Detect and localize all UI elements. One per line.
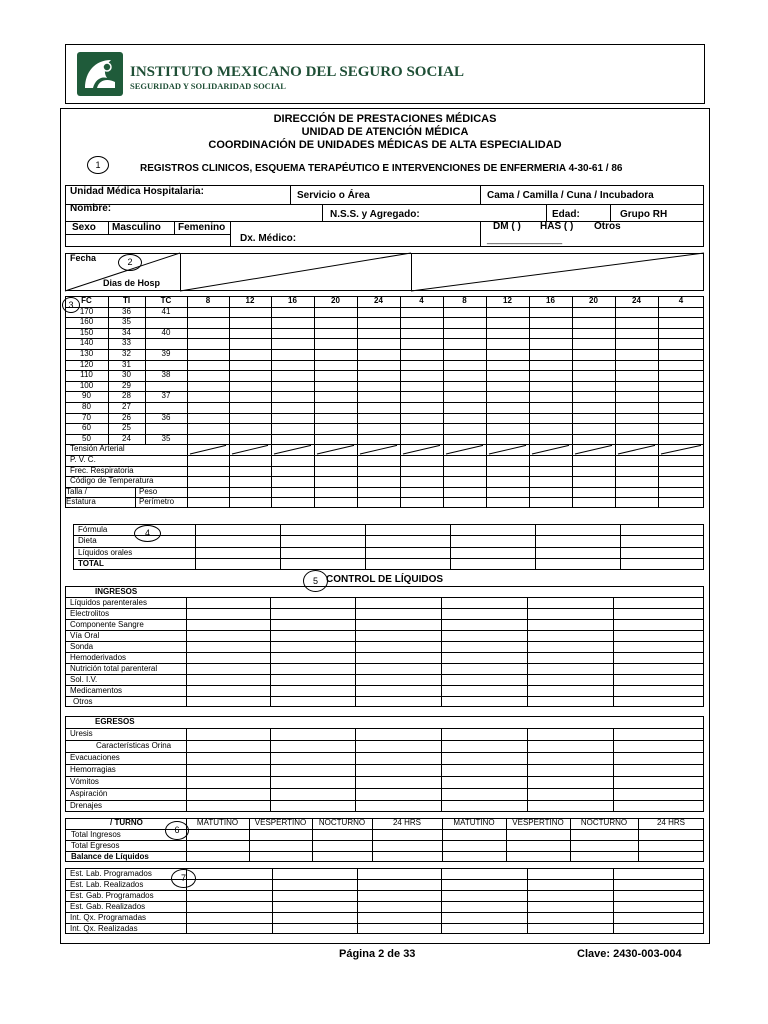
- diet-row-label: Dieta: [78, 536, 97, 546]
- vitals-scale-value: 100: [79, 380, 94, 390]
- vitals-header-cell: 20: [589, 296, 598, 305]
- table-row-label: Int. Qx. Realizadas: [70, 923, 138, 933]
- field-masculino-label: Masculino: [112, 222, 161, 233]
- turno-column-header: VESPERTINO: [512, 818, 564, 827]
- table-row-label: Medicamentos: [70, 685, 123, 695]
- vitals-header-cell: 16: [288, 296, 297, 305]
- table-row-label: Uresis: [70, 728, 93, 738]
- form-clave: Clave: 2430-003-004: [577, 948, 682, 960]
- table-row-label: Líquidos parenterales: [70, 597, 147, 607]
- tension-diagonal: [274, 445, 311, 454]
- marker-3: 3: [62, 297, 80, 313]
- vitals-extra-label: Tensión Arterial: [70, 444, 125, 454]
- fecha-label: Fecha: [70, 253, 97, 263]
- vitals-extra-label: Frec. Respiratoria: [70, 465, 134, 475]
- vitals-scale-value: 41: [161, 306, 171, 316]
- vitals-scale-value: 70: [82, 412, 91, 422]
- vitals-scale-value: 120: [79, 359, 94, 369]
- diet-row-label: Líquidos orales: [78, 547, 133, 557]
- table-row-label: Sol. I.V.: [70, 674, 98, 684]
- tension-diagonal: [446, 445, 483, 454]
- dias-hosp-label: Dias de Hosp: [103, 278, 161, 288]
- diet-row-label: Fórmula: [78, 525, 108, 534]
- tension-diagonal: [232, 445, 268, 454]
- diet-row-label: TOTAL: [78, 559, 104, 569]
- vitals-scale-value: 90: [82, 391, 91, 401]
- vitals-scale-value: 32: [122, 349, 131, 358]
- table-row-label: Otros: [73, 696, 93, 706]
- tension-diagonal: [532, 445, 569, 454]
- tension-diagonal: [618, 445, 655, 454]
- vitals-scale-value: 140: [79, 338, 94, 348]
- vitals-header-cell: 16: [546, 296, 555, 305]
- turno-column-header: VESPERTINO: [254, 818, 307, 827]
- tension-diagonal: [661, 445, 701, 454]
- field-femenino-label: Femenino: [178, 222, 226, 233]
- marker-1: 1: [87, 156, 109, 174]
- table-row-label: Nutrición total parenteral: [70, 663, 158, 673]
- vitals-scale-value: 38: [161, 370, 171, 380]
- vitals-header-cell: 20: [331, 296, 340, 305]
- turno-column-header: MATUTINO: [453, 818, 495, 827]
- table-row-label: Hemoderivados: [70, 652, 127, 662]
- vitals-header-cell: 12: [245, 296, 255, 305]
- turno-column-header: MATUTINO: [196, 818, 239, 827]
- vitals-scale-value: 36: [122, 306, 131, 316]
- table-row-label: Aspiración: [70, 788, 108, 798]
- marker-2: 2: [118, 254, 142, 271]
- table-row-label: Est. Lab. Programados: [70, 868, 152, 878]
- field-unidad-label: Unidad Médica Hospitalaria:: [70, 186, 204, 197]
- vitals-header-cell: FC: [81, 296, 92, 305]
- vitals-scale-value: 150: [79, 327, 94, 337]
- vitals-scale-value: 160: [79, 317, 94, 327]
- vitals-extra-label: Código de Temperatura: [70, 476, 154, 486]
- vitals-scale-value: 110: [80, 370, 93, 380]
- control-liquidos-title: CONTROL DE LÍQUIDOS: [326, 574, 444, 585]
- tension-diagonal: [489, 445, 526, 454]
- table-row-label: Evacuaciones: [70, 752, 120, 762]
- form-title: REGISTROS CLINICOS, ESQUEMA TERAPÉUTICO E INTERVENCIONES DE ENFERMERIA 4-30-61 / 86: [140, 163, 623, 174]
- field-cama-label: Cama / Camilla / Cuna / Incubadora: [487, 190, 654, 201]
- turno-column-header: 24 HRS: [392, 818, 421, 827]
- vitals-header-cell: 24: [632, 296, 641, 305]
- field-dm-label: DM ( ): [493, 221, 521, 232]
- field-otros-label: Otros: [594, 221, 621, 232]
- field-nombre-label: Nombre:: [70, 203, 112, 214]
- vitals-scale-value: 60: [82, 423, 91, 433]
- vitals-scale-value: 34: [122, 327, 131, 337]
- vitals-header-cell: 8: [205, 296, 211, 305]
- institution-motto: SEGURIDAD Y SOLIDARIDAD SOCIAL: [130, 81, 286, 91]
- marker-5: 5: [303, 570, 328, 592]
- vitals-scale-value: 39: [161, 349, 171, 358]
- vitals-scale-value: 29: [122, 380, 131, 390]
- turno-column-header: NOCTURNO: [318, 818, 366, 827]
- vitals-extra-label: P. V. C.: [70, 455, 96, 464]
- tension-diagonal: [317, 445, 354, 454]
- field-edad-label: Edad:: [552, 209, 580, 220]
- table-row-label: Vómitos: [70, 776, 99, 786]
- field-servicio-label: Servicio o Área: [297, 190, 370, 201]
- marker-4: 4: [134, 525, 161, 542]
- table-row-label: Componente Sangre: [70, 619, 144, 629]
- perimetro-label: Perímetro: [139, 497, 175, 507]
- vitals-header-cell: 8: [462, 296, 467, 305]
- marker-6: 6: [165, 821, 189, 840]
- table-row-label: Electrolitos: [70, 608, 110, 618]
- tension-diagonal: [190, 445, 226, 454]
- vitals-scale-value: 24: [122, 433, 131, 443]
- tension-diagonal: [403, 445, 440, 454]
- turno-row-label: Total Egresos: [71, 840, 120, 850]
- field-sexo-label: Sexo: [72, 222, 96, 233]
- turno-column-header: 24 HRS: [656, 818, 685, 827]
- vitals-scale-value: 170: [79, 306, 94, 316]
- field-nss-label: N.S.S. y Agregado:: [330, 209, 420, 220]
- vitals-scale-value: 33: [122, 338, 131, 348]
- table-row-label: Sonda: [70, 641, 94, 651]
- vitals-header-cell: 12: [503, 296, 512, 305]
- vitals-header-cell: 24: [374, 296, 383, 305]
- turno-row-label: Balance de Líquidos: [71, 851, 149, 861]
- turno-column-header: NOCTURNO: [580, 818, 628, 827]
- table-row-label: Hemorragias: [70, 764, 116, 774]
- vitals-scale-value: 37: [161, 391, 171, 401]
- talla-label: Talla /: [66, 486, 87, 496]
- table-row-label: Est. Lab. Realizados: [70, 879, 144, 889]
- table-row-label: Vía Oral: [70, 630, 100, 640]
- vitals-scale-value: 28: [122, 391, 131, 401]
- tension-diagonal: [360, 445, 397, 454]
- vitals-header-cell: TC: [160, 296, 172, 305]
- field-has-label: HAS ( ): [540, 221, 574, 232]
- tension-diagonal: [575, 445, 612, 454]
- institution-name: INSTITUTO MEXICANO DEL SEGURO SOCIAL: [130, 64, 464, 80]
- field-grupo-label: Grupo RH: [620, 209, 668, 220]
- table-row-label: Int. Qx. Programadas: [70, 912, 147, 922]
- vitals-scale-value: 40: [161, 327, 171, 337]
- vitals-scale-value: 36: [161, 412, 171, 422]
- table-row-label: Est. Gab. Realizados: [70, 901, 146, 911]
- turno-header: / TURNO: [110, 818, 143, 827]
- vitals-scale-value: 30: [122, 370, 131, 380]
- ingresos-title: INGRESOS: [95, 587, 138, 596]
- vitals-scale-value: 31: [122, 359, 131, 369]
- field-otros-line: _______________: [487, 234, 563, 244]
- vitals-scale-value: 50: [82, 433, 91, 443]
- vitals-scale-value: 27: [122, 402, 131, 411]
- table-row-label: Est. Gab. Programados: [70, 890, 154, 900]
- table-row-label: Características Orina: [96, 740, 172, 750]
- title-unidad: UNIDAD DE ATENCIÓN MÉDICA: [301, 126, 469, 138]
- title-coordinacion: COORDINACIÓN DE UNIDADES MÉDICAS DE ALTA ESPECIALIDAD: [208, 139, 562, 151]
- title-direccion: DIRECCIÓN DE PRESTACIONES MÉDICAS: [273, 113, 497, 125]
- turno-row-label: Total Ingresos: [71, 829, 121, 839]
- peso-label: Peso: [139, 486, 158, 496]
- vitals-scale-value: 35: [161, 433, 171, 443]
- field-dx-label: Dx. Médico:: [240, 233, 297, 244]
- marker-7: 7: [171, 869, 196, 888]
- vitals-header-cell: 4: [419, 296, 424, 305]
- vitals-scale-value: 130: [79, 349, 94, 358]
- estatura-label: Estatura: [66, 497, 96, 507]
- vitals-header-cell: TI: [122, 296, 131, 305]
- vitals-scale-value: 26: [122, 412, 131, 422]
- table-row-label: Drenajes: [70, 800, 103, 810]
- page-number: Página 2 de 33: [339, 948, 416, 960]
- vitals-scale-value: 80: [82, 402, 91, 411]
- vitals-scale-value: 35: [122, 317, 131, 327]
- vitals-scale-value: 25: [122, 423, 131, 433]
- egresos-title: EGRESOS: [95, 717, 135, 726]
- vitals-header-cell: 4: [678, 296, 684, 305]
